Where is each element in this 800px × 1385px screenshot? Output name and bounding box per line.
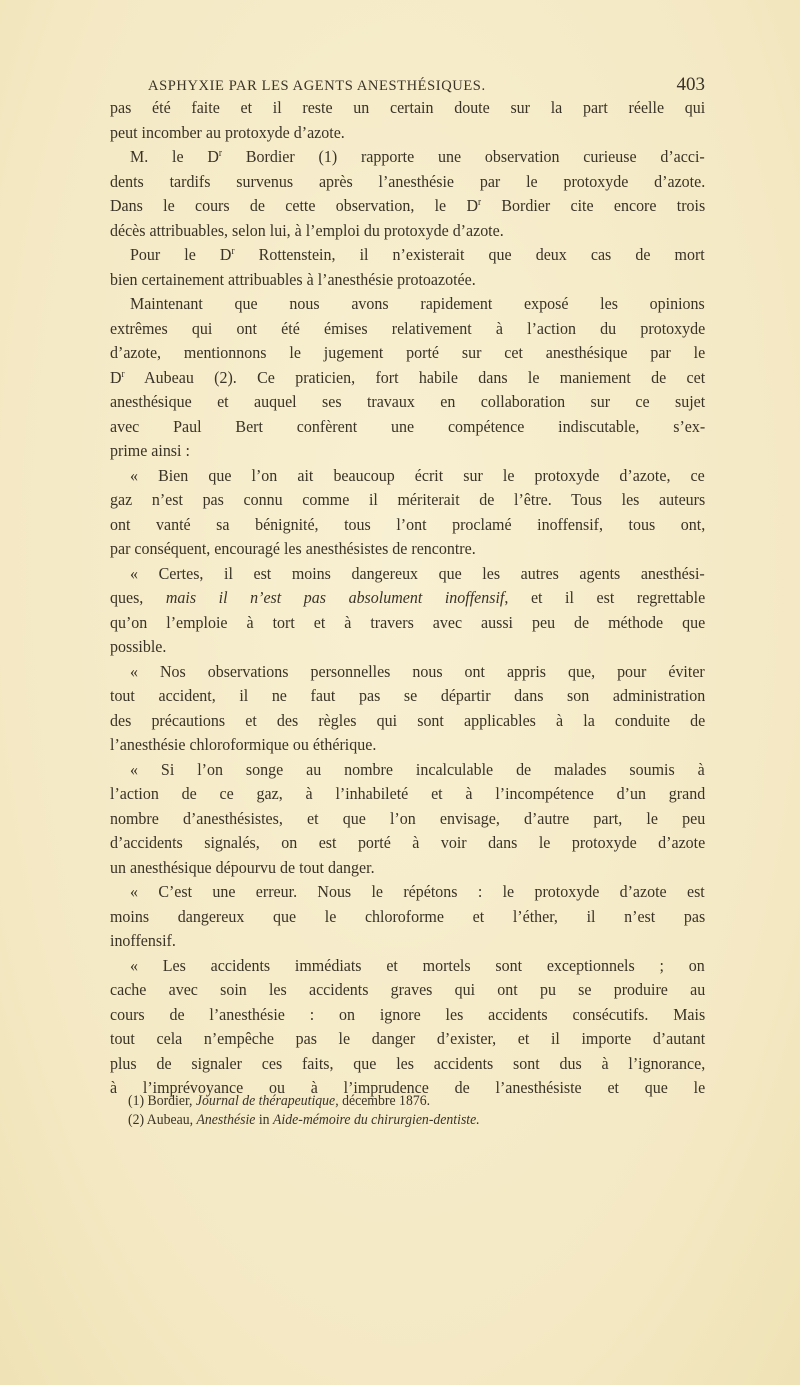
text-line: ont vanté sa bénignité, tous l’ont proclamé inoffensif, tous ont,	[110, 514, 706, 534]
text-line: pas été faite et il reste un certain doute sur la part réelle qui	[110, 98, 706, 117]
text-line: par conséquent, encouragé les anesthésistes de rencontre.	[110, 539, 476, 558]
text-line: tout accident, il ne faut pas se départir dans son administration	[110, 686, 706, 705]
text-line: décès attribuables, selon lui, à l’emploi du protoxyde d’azote.	[110, 220, 504, 240]
text-line: peut incomber au protoxyde d’azote.	[110, 122, 345, 142]
text-line: avec Paul Bert confèrent une compétence indiscutable, s’ex-	[110, 416, 706, 436]
text-segment: Dans le cours de cette observation, le D	[110, 196, 478, 215]
text-line: nombre d’anesthésistes, et que l’on envisage, d’autre part, le peu	[110, 808, 706, 828]
superscript: r	[121, 368, 125, 380]
italic-text: mais il n’est pas absolument inoffensif	[165, 588, 505, 607]
text-line	[110, 367, 705, 389]
text-segment: ques,	[110, 588, 166, 607]
text-line: « Certes, il est moins dangereux que les autres agents anesthési-	[130, 563, 705, 583]
text-line: à l’imprévoyance ou à l’imprudence de l’anesthésiste et que le	[110, 1078, 706, 1097]
text-line: « C’est une erreur. Nous le répétons : le protoxyde d’azote est	[130, 882, 705, 901]
text-line: d’azote, mentionnons le jugement porté sur cet anesthésique par le	[110, 343, 706, 362]
text-line: plus de signaler ces faits, que les accidents sont dus à l’ignorance,	[110, 1053, 706, 1073]
italic-text: Journal de thérapeutique	[195, 1093, 336, 1109]
text-segment: (1) Bordier,	[128, 1093, 196, 1109]
text-line: « Nos observations personnelles nous ont appris que, pour éviter	[130, 661, 705, 681]
text-line: cours de l’anesthésie : on ignore les accidents consécutifs. Mais	[110, 1004, 706, 1024]
running-title: ASPHYXIE PAR LES AGENTS ANESTHÉSIQUES.	[148, 78, 486, 94]
text-line: d’accidents signalés, on est porté à voir dans le protoxyde d’azote	[110, 833, 706, 852]
text-line	[110, 587, 705, 609]
text-line: cache avec soin les accidents graves qui ont pu se produire au	[110, 980, 706, 999]
text-line: qu’on l’emploie à tort et à travers avec aussi peu de méthode que	[110, 612, 706, 632]
running-header	[110, 76, 705, 96]
text-line: l’anesthésie chloroformique ou éthérique.	[110, 735, 377, 754]
text-line: moins dangereux que le chloroforme et l’éther, il n’est pas	[110, 906, 706, 926]
text-line: des précautions et des règles qui sont applicables à la conduite de	[110, 710, 706, 730]
superscript: r	[218, 148, 223, 159]
text-segment: Bordier (1) rapporte une observation curieuse d’acci-	[222, 147, 705, 166]
text-segment: (2) Aubeau,	[128, 1112, 197, 1128]
text-segment: Pour le D	[130, 245, 232, 264]
text-line: Maintenant que nous avons rapidement exposé les opinions	[130, 294, 705, 313]
text-line: tout cela n’empêche pas le danger d’exister, et il importe d’autant	[110, 1029, 706, 1048]
text-segment: , décembre 1876.	[335, 1093, 431, 1109]
text-segment: Rottenstein, il n’existerait que deux cas de mort	[234, 245, 705, 264]
text-line: bien certainement attribuables à l’anesthésie protoazotée.	[110, 269, 476, 289]
text-line: « Si l’on songe au nombre incalculable de malades soumis à	[130, 759, 705, 779]
italic-text: Anesthésie	[196, 1112, 256, 1128]
text-line: extrêmes qui ont été émises relativement à l’action du protoxyde	[110, 318, 706, 338]
text-segment: Bordier cite encore trois	[481, 196, 706, 215]
text-segment: Aubeau (2). Ce praticien, fort habile dans le maniement de cet	[124, 367, 706, 387]
text-line: prime ainsi :	[110, 441, 190, 460]
text-line: gaz n’est pas connu comme il mériterait de l’être. Tous les auteurs	[110, 490, 706, 509]
text-line: dents tardifs survenus après l’anesthésie par le protoxyde d’azote.	[110, 171, 706, 191]
footnote	[128, 1111, 480, 1129]
text-segment: M. le D	[130, 147, 219, 166]
text-line: l’action de ce gaz, à l’inhabileté et à l’incompétence d’un grand	[110, 784, 706, 803]
text-line: inoffensif.	[110, 931, 176, 950]
page-number: 403	[676, 74, 705, 95]
text-line: anesthésique et auquel ses travaux en collaboration sur ce sujet	[110, 392, 706, 411]
text-line: « Les accidents immédiats et mortels sont exceptionnels ; on	[130, 955, 705, 975]
superscript: r	[231, 246, 235, 257]
text-segment: in	[255, 1112, 273, 1128]
superscript: r	[477, 197, 482, 208]
footnote	[128, 1092, 430, 1110]
text-line	[110, 195, 705, 217]
text-line: « Bien que l’on ait beaucoup écrit sur le protoxyde d’azote, ce	[130, 465, 705, 485]
text-line: possible.	[110, 637, 167, 656]
text-segment: , et il est regrettable	[504, 588, 706, 607]
italic-text: Aide-mémoire du chirurgien-dentiste.	[272, 1112, 480, 1128]
text-segment: D	[110, 367, 122, 387]
text-line	[130, 244, 705, 266]
text-line: un anesthésique dépourvu de tout danger.	[110, 857, 375, 877]
text-line	[130, 146, 705, 168]
